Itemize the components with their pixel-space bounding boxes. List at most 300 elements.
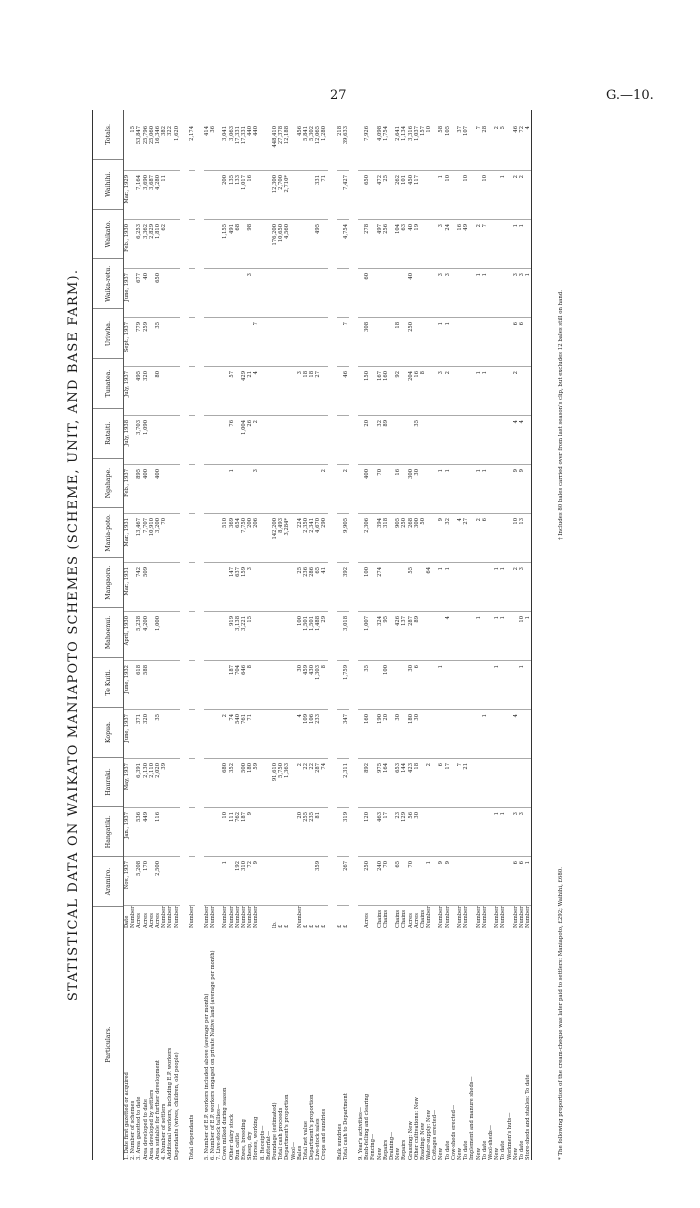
table-cell: 1,303 [315,661,321,710]
table-cell: 369 [229,514,235,563]
table-cell: 290 [321,514,327,563]
table-cell: 95 [383,612,389,661]
scheme-header: Totals. [93,110,123,160]
table-cell: 16 [247,171,253,220]
table-cell: 53,847 [136,122,142,171]
table-cell: 98 [247,220,253,269]
table-cell: 6 [519,857,525,906]
table-cell: 300 [408,465,414,514]
table-cell: 4 [519,416,525,465]
row-particular: Bush-felling and clearing [364,1093,371,1160]
table-cell: 10,650 [278,220,284,269]
table-cell [525,759,531,808]
row-unit: Acres [413,913,420,928]
table-cell [525,465,531,514]
row-unit: Number [234,906,241,928]
table-cell: 60 [364,269,370,318]
table-cell: 704 [235,661,241,710]
table-header [93,110,124,1160]
table-cell: 497 [377,220,383,269]
table-cell: Jan., 1937 [124,808,130,857]
table-cell: 1 [426,857,432,906]
table-cell: 157 [420,122,426,171]
table-cell: 1 [494,563,500,612]
table-cell: 359 [315,857,321,906]
table-cell [189,416,195,465]
row-unit: £ [284,924,291,928]
table-cell [525,220,531,269]
table-cell [525,171,531,220]
table-cell: 3,041 [222,122,228,171]
table-cell: 4,200 [143,612,149,661]
table-cell: 250 [408,318,414,367]
table-cell: 10 [519,612,525,661]
table-cell: 6 [513,318,519,367]
table-cell: 1,488 [315,612,321,661]
scheme-header: Hangatiki. [93,807,123,857]
row-particular: Department's proportion [309,1094,316,1160]
row-particular: Repairs [382,1139,389,1160]
table-cell: 58 [438,122,444,171]
table-cell: 142,200 [272,514,278,563]
table-cell [343,416,349,465]
table-cell: 3,138 [235,612,241,661]
table-cell: 3 [247,563,253,612]
table-cell: 2,020 [155,759,161,808]
table-cell: 2 [321,465,327,514]
table-cell [174,465,180,514]
table-cell: 1,007 [364,612,370,661]
row-particular: 3. Area gazetted to date [136,1096,143,1160]
table-cell: 4 [297,710,303,759]
table-cell: 1,501 [303,612,309,661]
table-cell: 16,346 [155,122,161,171]
table-cell: 646 [241,661,247,710]
table-row [321,110,327,1160]
row-particular: Water-supply: New [426,1109,433,1160]
table-cell: 25 [297,563,303,612]
table-cell: 71 [321,171,327,220]
table-row [174,110,180,1160]
table-cell: 240 [377,857,383,906]
table-cell: 20 [364,416,370,465]
footnote-star: * The following proportion of the cream-cheque was later paid to settlers: Maniapoto, £292; Waihihi, £680. [558,867,564,1160]
table-cell [189,269,195,318]
table-cell: 1 [438,563,444,612]
table-cell: 81 [315,808,321,857]
table-cell [174,759,180,808]
table-cell: 1 [519,661,525,710]
table-cell: 10 [463,171,469,220]
table-cell: 204 [408,367,414,416]
row-particular: Total net value [302,1121,309,1160]
table-cell: 35 [155,710,161,759]
table-cell: 274 [377,563,383,612]
table-cell: 2,500 [155,857,161,906]
table-cell: 92 [395,367,401,416]
table-cell: 1 [476,367,482,416]
table-cell: 4 [513,416,519,465]
table-cell: 111 [229,808,235,857]
row-unit: Number [203,906,210,928]
row-unit: Number [444,906,451,928]
table-cell [321,808,327,857]
table-cell: 68 [235,220,241,269]
scheme-header: Waihihi. [93,160,123,210]
table-cell: 495 [315,220,321,269]
table-cell: 55 [408,563,414,612]
spacer-row [349,110,358,1160]
table-row [343,110,349,1160]
row-unit: Number [481,906,488,928]
table-cell: 70 [377,465,383,514]
table-cell: 2 [513,563,519,612]
table-cell: 17 [445,759,451,808]
table-cell: 12,300 [272,171,278,220]
table-cell: 20 [383,710,389,759]
row-unit: Number [247,906,254,928]
table-cell [525,710,531,759]
table-cell: 677 [136,269,142,318]
table-cell: 267 [343,857,349,906]
table-cell: 2,641 [395,122,401,171]
table-cell: 2,710* [284,171,290,220]
row-unit: £ [342,924,349,928]
row-particular: 8. Receipts— [259,1125,266,1160]
rotated-table-page [66,110,606,1160]
table-cell: 9 [513,465,519,514]
table-cell: 400 [364,465,370,514]
table-cell: Mar., 1931 [124,563,130,612]
table-cell: 35 [155,318,161,367]
table-cell: 2,130 [143,759,149,808]
table-cell: 618 [136,661,142,710]
row-unit: Date [124,915,130,928]
table-cell: 2 [297,759,303,808]
table-cell: 12,188 [284,122,290,171]
table-cell: 4,754 [343,220,349,269]
table-cell: 187 [241,808,247,857]
table-cell: 30 [414,808,420,857]
row-particular: Horses, working [253,1116,260,1160]
table-cell: 39 [161,759,167,808]
table-cell: 235 [309,808,315,857]
row-particular: 1. Date first gazetted or acquired [124,1072,130,1160]
row-unit: Number [228,906,235,928]
row-particular: Other dairy stock [228,1114,235,1160]
table-cell: 21 [463,759,469,808]
row-unit: Number [161,906,168,928]
table-cell [321,710,327,759]
table-cell: 2 [494,122,500,171]
row-unit: Chains [395,909,402,928]
table-cell: 2 [445,367,451,416]
table-cell: 200 [222,171,228,220]
table-cell: 160 [364,710,370,759]
row-particular: Area developed by settlers [148,1089,155,1160]
row-unit: Number [525,906,532,928]
table-cell: 2 [513,171,519,220]
table-cell: 3,687 [149,171,155,220]
table-cell: 1 [438,318,444,367]
table-cell: 262 [395,171,401,220]
table-cell: 278 [364,220,370,269]
table-cell: 25 [383,171,389,220]
table-cell: 3 [438,367,444,416]
row-particular: To date [518,1140,525,1160]
table-cell: 3,703 [136,416,142,465]
table-cell: 50 [420,514,426,563]
table-cell: 9 [519,465,525,514]
table-cell: 308 [364,318,370,367]
table-cell: 448,410 [272,122,278,171]
table-cell: 919 [229,612,235,661]
table-cell: 65 [315,563,321,612]
row-particular: 5. Number of E.P. workers included above (average per month) [203,993,210,1160]
spacer-row [328,110,337,1160]
table-cell: 3 [445,269,451,318]
table-cell: 30 [414,710,420,759]
table-cell: 1,754 [383,122,389,171]
table-cell: 32 [445,514,451,563]
table-cell [174,857,180,906]
table-cell [321,269,327,318]
table-cell [174,563,180,612]
table-cell: 1 [519,220,525,269]
table-cell: 319 [343,808,349,857]
table-cell: 20 [297,808,303,857]
row-unit: £ [309,924,316,928]
table-cell: 654 [235,514,241,563]
table-cell: 116 [155,808,161,857]
table-cell: 76 [229,416,235,465]
table-cell: 32 [377,416,383,465]
table-cell: 742 [136,563,142,612]
table-cell: 540 [235,710,241,759]
scheme-header: Waikato. [93,210,123,260]
table-cell: 12,065 [315,122,321,171]
table-cell: 5,841 [303,122,309,171]
spacer-row [195,110,204,1160]
table-cell: 3 [519,269,525,318]
table-cell: 89 [383,416,389,465]
scheme-header: Hauraki. [93,758,123,808]
table-cell: 1,810 [155,220,161,269]
table-cell: 1,004 [241,416,247,465]
table-cell: 1,501 [309,612,315,661]
row-particular: Area suitable for further development [154,1059,161,1160]
table-cell [525,416,531,465]
table-cell: 4,098 [377,122,383,171]
table-cell: 6 [414,661,420,710]
table-cell: 9 [445,857,451,906]
table-cell: 107 [463,122,469,171]
table-cell: 8 [321,661,327,710]
scheme-header: Aramiro. [93,857,123,907]
row-particular: New [475,1147,482,1160]
table-cell: 892 [364,759,370,808]
row-particular: Roading: New [419,1122,426,1160]
table-cell [343,269,349,318]
table-cell: 41 [321,563,327,612]
row-unit: Number [463,906,470,928]
table-cell: 10 [445,171,451,220]
table-cell: 236 [303,563,309,612]
row-unit: £ [315,924,322,928]
table-cell [525,661,531,710]
table-cell: 1,363 [284,759,290,808]
table-cell: 17 [383,808,389,857]
table-cell: 310 [241,857,247,906]
table-cell: 164 [383,759,389,808]
table-cell: 2,700 [278,171,284,220]
table-cell: 430 [309,661,315,710]
table-cell: 5,750 [278,759,284,808]
table-cell: 147 [229,563,235,612]
row-unit: Number [188,906,195,928]
table-cell: Feb., 1937 [124,465,130,514]
table-cell: 1 [513,220,519,269]
table-cell: 5,238 [136,612,142,661]
table-cell: 22 [309,759,315,808]
table-cell: 9 [438,857,444,906]
table-cell: 9 [253,857,259,906]
row-particular: Run cattle [234,1132,241,1160]
table-cell: 2,174 [189,122,195,171]
row-unit: Number [426,906,433,928]
table-cell: 63 [401,220,407,269]
row-particular: Total cash to Department [342,1093,349,1160]
table-cell: 10 [513,514,519,563]
spacer-row [180,110,189,1160]
table-cell: 256 [383,220,389,269]
row-particular: 6. Number of E.P. workers engaged on private Native land (average per month) [210,950,217,1160]
table-cell: 6 [519,318,525,367]
scheme-header: Ngahape. [93,459,123,509]
table-cell [174,318,180,367]
row-particular: Poundage (estimated) [271,1102,278,1160]
table-cell: 24 [445,220,451,269]
table-cell [525,367,531,416]
table-cell [321,318,327,367]
table-cell: 2,306 [364,514,370,563]
table-cell: 3 [513,808,519,857]
table-cell: 3,284* [284,514,290,563]
table-cell: 400 [155,465,161,514]
table-cell: 7,926 [364,122,370,171]
table-cell: 70 [408,857,414,906]
row-unit: Chains [401,909,408,928]
table-cell: 1 [445,465,451,514]
row-unit: Acres [154,913,161,928]
table-cell: 7 [482,220,488,269]
row-unit: Acres [407,913,414,928]
table-cell: 224 [297,514,303,563]
row-particular: Sheep, dry [247,1131,254,1160]
row-particular: Total cash proceeds [278,1107,285,1160]
row-particular: Other cultivations: New [413,1097,420,1160]
table-cell: 1 [476,465,482,514]
table-cell: April, 1930 [124,612,130,661]
scheme-header: Uriwha. [93,309,123,359]
table-cell: 7 [253,318,259,367]
table-cell: 19 [414,220,420,269]
table-cell: 101 [401,171,407,220]
table-cell: 1 [525,269,531,318]
document-reference: G.—10. [606,88,654,103]
table-cell: June, 1937 [124,269,130,318]
row-particular: Cow-sheds erected— [450,1104,457,1160]
table-cell [174,416,180,465]
table-cell: 331 [315,171,321,220]
table-cell: 3 [253,465,259,514]
row-particular: New [376,1147,383,1160]
scheme-header: Mahoenui. [93,608,123,658]
table-cell: June, 1937 [124,710,130,759]
table-cell: 259 [143,318,149,367]
row-particular: Repairs [401,1139,408,1160]
table-cell: 18 [414,759,420,808]
table-cell: 2 [513,367,519,416]
table-cell: 15 [247,612,253,661]
table-cell [174,514,180,563]
table-cell: 8 [247,661,253,710]
row-unit: £ [278,924,285,928]
footnote-dagger: † Includes 80 bales carried over from last season's clip, but excludes 12 bales still on hand. [558,290,564,540]
table-cell [321,416,327,465]
table-cell: 394 [377,514,383,563]
row-unit: Number [457,906,463,928]
table-cell: 3 [247,269,253,318]
table-cell: 106 [309,710,315,759]
table-cell: 74 [229,710,235,759]
table-cell [174,269,180,318]
row-unit: Number [296,906,303,928]
page-title: STATISTICAL DATA ON WAIKATO MANIAPOTO SCHEMES (SCHEME, UNIT, AND BASE FARM). [66,268,81,1002]
table-cell: 905 [395,514,401,563]
row-particular: 7. Live-stock tallies— [216,1103,223,1160]
row-unit: £ [321,924,328,928]
table-cell: 4 [253,367,259,416]
table-cell: 104 [395,220,401,269]
table-cell: 26 [247,416,253,465]
table-cell: 18 [303,367,309,416]
table-cell: 1,037 [414,122,420,171]
table-cell: 637 [235,563,241,612]
table-cell: 137 [401,612,407,661]
row-unit: £ [302,924,309,928]
table-cell: 15 [130,122,136,171]
row-particular: Implement and manure sheds— [469,1076,476,1160]
table-cell [189,661,195,710]
page-number: 27 [330,88,347,103]
table-cell: 2,341 [309,514,315,563]
table-cell: 10 [482,171,488,220]
table-cell: 500 [241,759,247,808]
table-cell: 975 [377,759,383,808]
table-cell: 167 [377,367,383,416]
table-cell: 117 [414,171,420,220]
row-particular: To date [444,1140,451,1160]
table-cell: 160 [383,367,389,416]
row-particular: Draining— [388,1131,395,1160]
table-cell: 1 [438,661,444,710]
row-particular: 9. Year's activities— [358,1107,364,1160]
table-cell: 352 [229,759,235,808]
table-cell: 192 [235,857,241,906]
table-cell: July, 1937 [124,367,130,416]
table-cell: 2 [476,220,482,269]
